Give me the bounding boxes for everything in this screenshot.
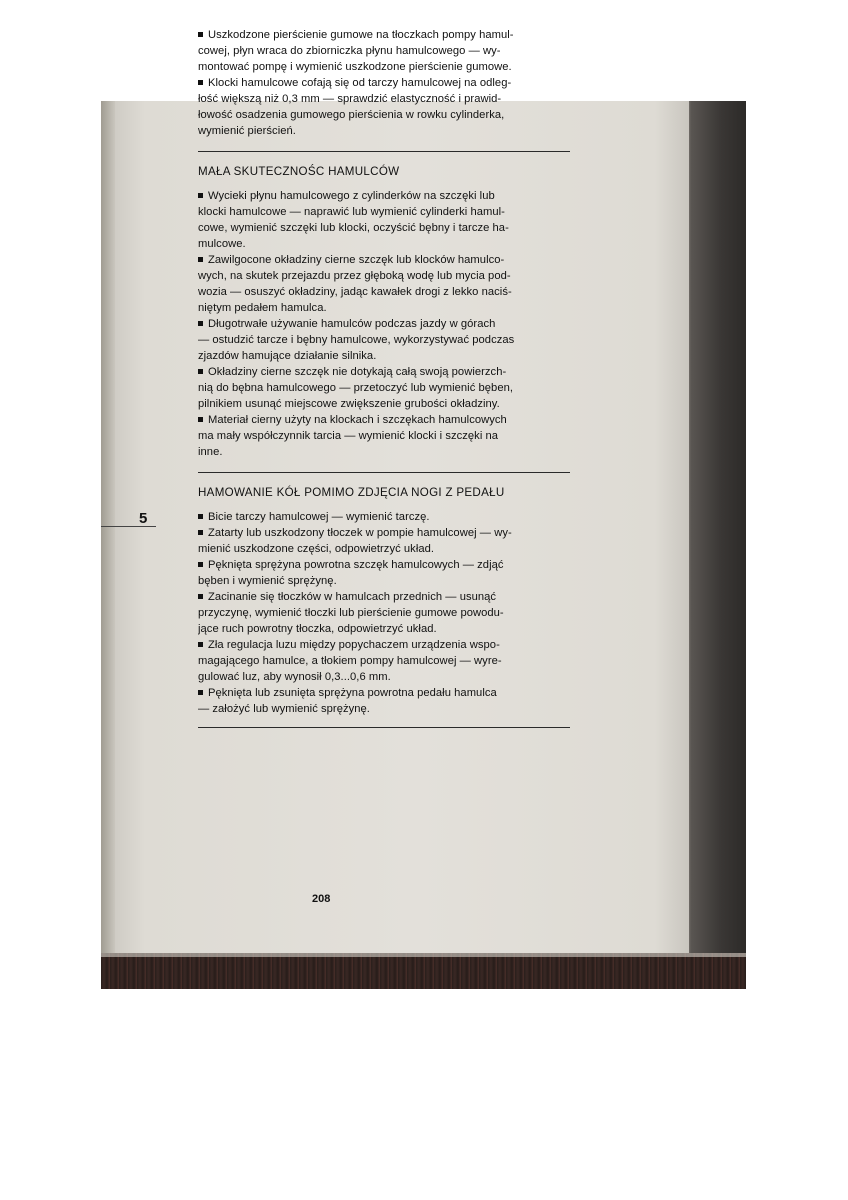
section-low-braking-efficiency <box>198 164 582 460</box>
text-line: — założyć lub wymienić sprężynę. <box>198 703 370 715</box>
bullet-square-icon <box>198 32 203 37</box>
section-divider <box>198 472 570 473</box>
list-item <box>198 364 582 412</box>
bullet-square-icon <box>198 594 203 599</box>
bullet-square-icon <box>198 514 203 519</box>
text-line: Zacinanie się tłoczków w hamulcach przednich — usunąć <box>208 591 497 603</box>
text-line: Okładziny cierne szczęk nie dotykają całą swoją powierzch- <box>208 366 507 378</box>
bullet-square-icon <box>198 562 203 567</box>
bullet-square-icon <box>198 257 203 262</box>
text-line: cowe, wymienić szczęki lub klocki, oczyścić bębny i tarcze ha- <box>198 222 509 234</box>
text-line: klocki hamulcowe — naprawić lub wymienić cylinderki hamul- <box>198 206 505 218</box>
chapter-tab-line <box>101 526 156 527</box>
list-item <box>198 412 582 460</box>
list-item <box>198 509 582 525</box>
text-line: zjazdów hamujące działanie silnika. <box>198 350 377 362</box>
text-line: Materiał cierny użyty na klockach i szczękach hamulcowych <box>208 414 507 426</box>
text-line: Bicie tarczy hamulcowej — wymienić tarczę. <box>208 511 430 523</box>
section-continuation <box>198 27 582 139</box>
text-line: nią do bębna hamulcowego — przetoczyć lub wymienić bęben, <box>198 382 514 394</box>
text-line: mulcowe. <box>198 238 246 250</box>
text-line: Wycieki płynu hamulcowego z cylinderków na szczęki lub <box>208 190 495 202</box>
bullet-square-icon <box>198 417 203 422</box>
text-line: niętym pedałem hamulca. <box>198 302 327 314</box>
text-line: Zatarty lub uszkodzony tłoczek w pompie hamulcowej — wy- <box>208 527 512 539</box>
text-line: Klocki hamulcowe cofają się od tarczy hamulcowej na odleg- <box>208 77 512 89</box>
bullet-square-icon <box>198 642 203 647</box>
text-line: łość większą niż 0,3 mm — sprawdzić elastyczność i prawid- <box>198 93 502 105</box>
list-item <box>198 188 582 252</box>
text-line: wych, na skutek przejazdu przez głęboką wodę lub mycia pod- <box>198 270 511 282</box>
text-line: ma mały współczynnik tarcia — wymienić klocki i szczęki na <box>198 430 499 442</box>
text-line: wozia — osuszyć okładziny, jadąc kawałek drogi z lekko naciś- <box>198 286 512 298</box>
text-line: gulować luz, aby wynosił 0,3...0,6 mm. <box>198 671 391 683</box>
bullet-square-icon <box>198 369 203 374</box>
text-line: przyczynę, wymienić tłoczki lub pierścienie gumowe powodu- <box>198 607 504 619</box>
list-item <box>198 316 582 364</box>
chapter-marker: 5 <box>139 510 148 527</box>
text-line: magającego hamulce, a tłokiem pompy hamulcowej — wyre- <box>198 655 502 667</box>
text-line: pilnikiem usunąć miejscowe zwiększenie grubości okładziny. <box>198 398 500 410</box>
list-item <box>198 685 582 717</box>
page-number: 208 <box>312 893 331 905</box>
text-line: Zawilgocone okładziny cierne szczęk lub klocków hamulco- <box>208 254 505 266</box>
text-line: Długotrwałe używanie hamulców podczas jazdy w górach <box>208 318 496 330</box>
text-line: jące ruch powrotny tłoczka, odpowietrzyć układ. <box>198 623 437 635</box>
list-item <box>198 75 582 139</box>
text-line: Pęknięta lub zsunięta sprężyna powrotna pedału hamulca <box>208 687 497 699</box>
section-divider <box>198 727 570 728</box>
section-divider <box>198 151 570 152</box>
section-wheels-braking-after-release <box>198 485 582 717</box>
text-line: Zła regulacja luzu między popychaczem urządzenia wspo- <box>208 639 500 651</box>
section-heading: HAMOWANIE KÓŁ POMIMO ZDJĘCIA NOGI Z PEDAŁU <box>198 486 505 499</box>
text-line: bęben i wymienić sprężynę. <box>198 575 337 587</box>
bullet-square-icon <box>198 80 203 85</box>
list-item <box>198 252 582 316</box>
list-item <box>198 557 582 589</box>
list-item <box>198 27 582 75</box>
text-line: Uszkodzone pierścienie gumowe na tłoczkach pompy hamul- <box>208 29 514 41</box>
text-line: — ostudzić tarcze i bębny hamulcowe, wykorzystywać podczas <box>198 334 515 346</box>
bullet-square-icon <box>198 690 203 695</box>
bullet-square-icon <box>198 193 203 198</box>
list-item <box>198 589 582 637</box>
bullet-square-icon <box>198 530 203 535</box>
text-line: cowej, płyn wraca do zbiorniczka płynu hamulcowego — wy- <box>198 45 501 57</box>
list-item <box>198 637 582 685</box>
section-heading: MAŁA SKUTECZNOŚC HAMULCÓW <box>198 165 400 178</box>
main-text-column <box>198 20 582 740</box>
list-item <box>198 525 582 557</box>
text-line: mienić uszkodzone części, odpowietrzyć układ. <box>198 543 435 555</box>
bullet-square-icon <box>198 321 203 326</box>
text-line: łowość osadzenia gumowego pierścienia w rowku cylinderka, <box>198 109 505 121</box>
book-edge <box>101 953 746 989</box>
text-line: montować pompę i wymienić uszkodzone pierścienie gumowe. <box>198 61 512 73</box>
text-line: Pęknięta sprężyna powrotna szczęk hamulcowych — zdjąć <box>208 559 504 571</box>
text-line: wymienić pierścień. <box>198 125 296 137</box>
text-line: inne. <box>198 446 223 458</box>
